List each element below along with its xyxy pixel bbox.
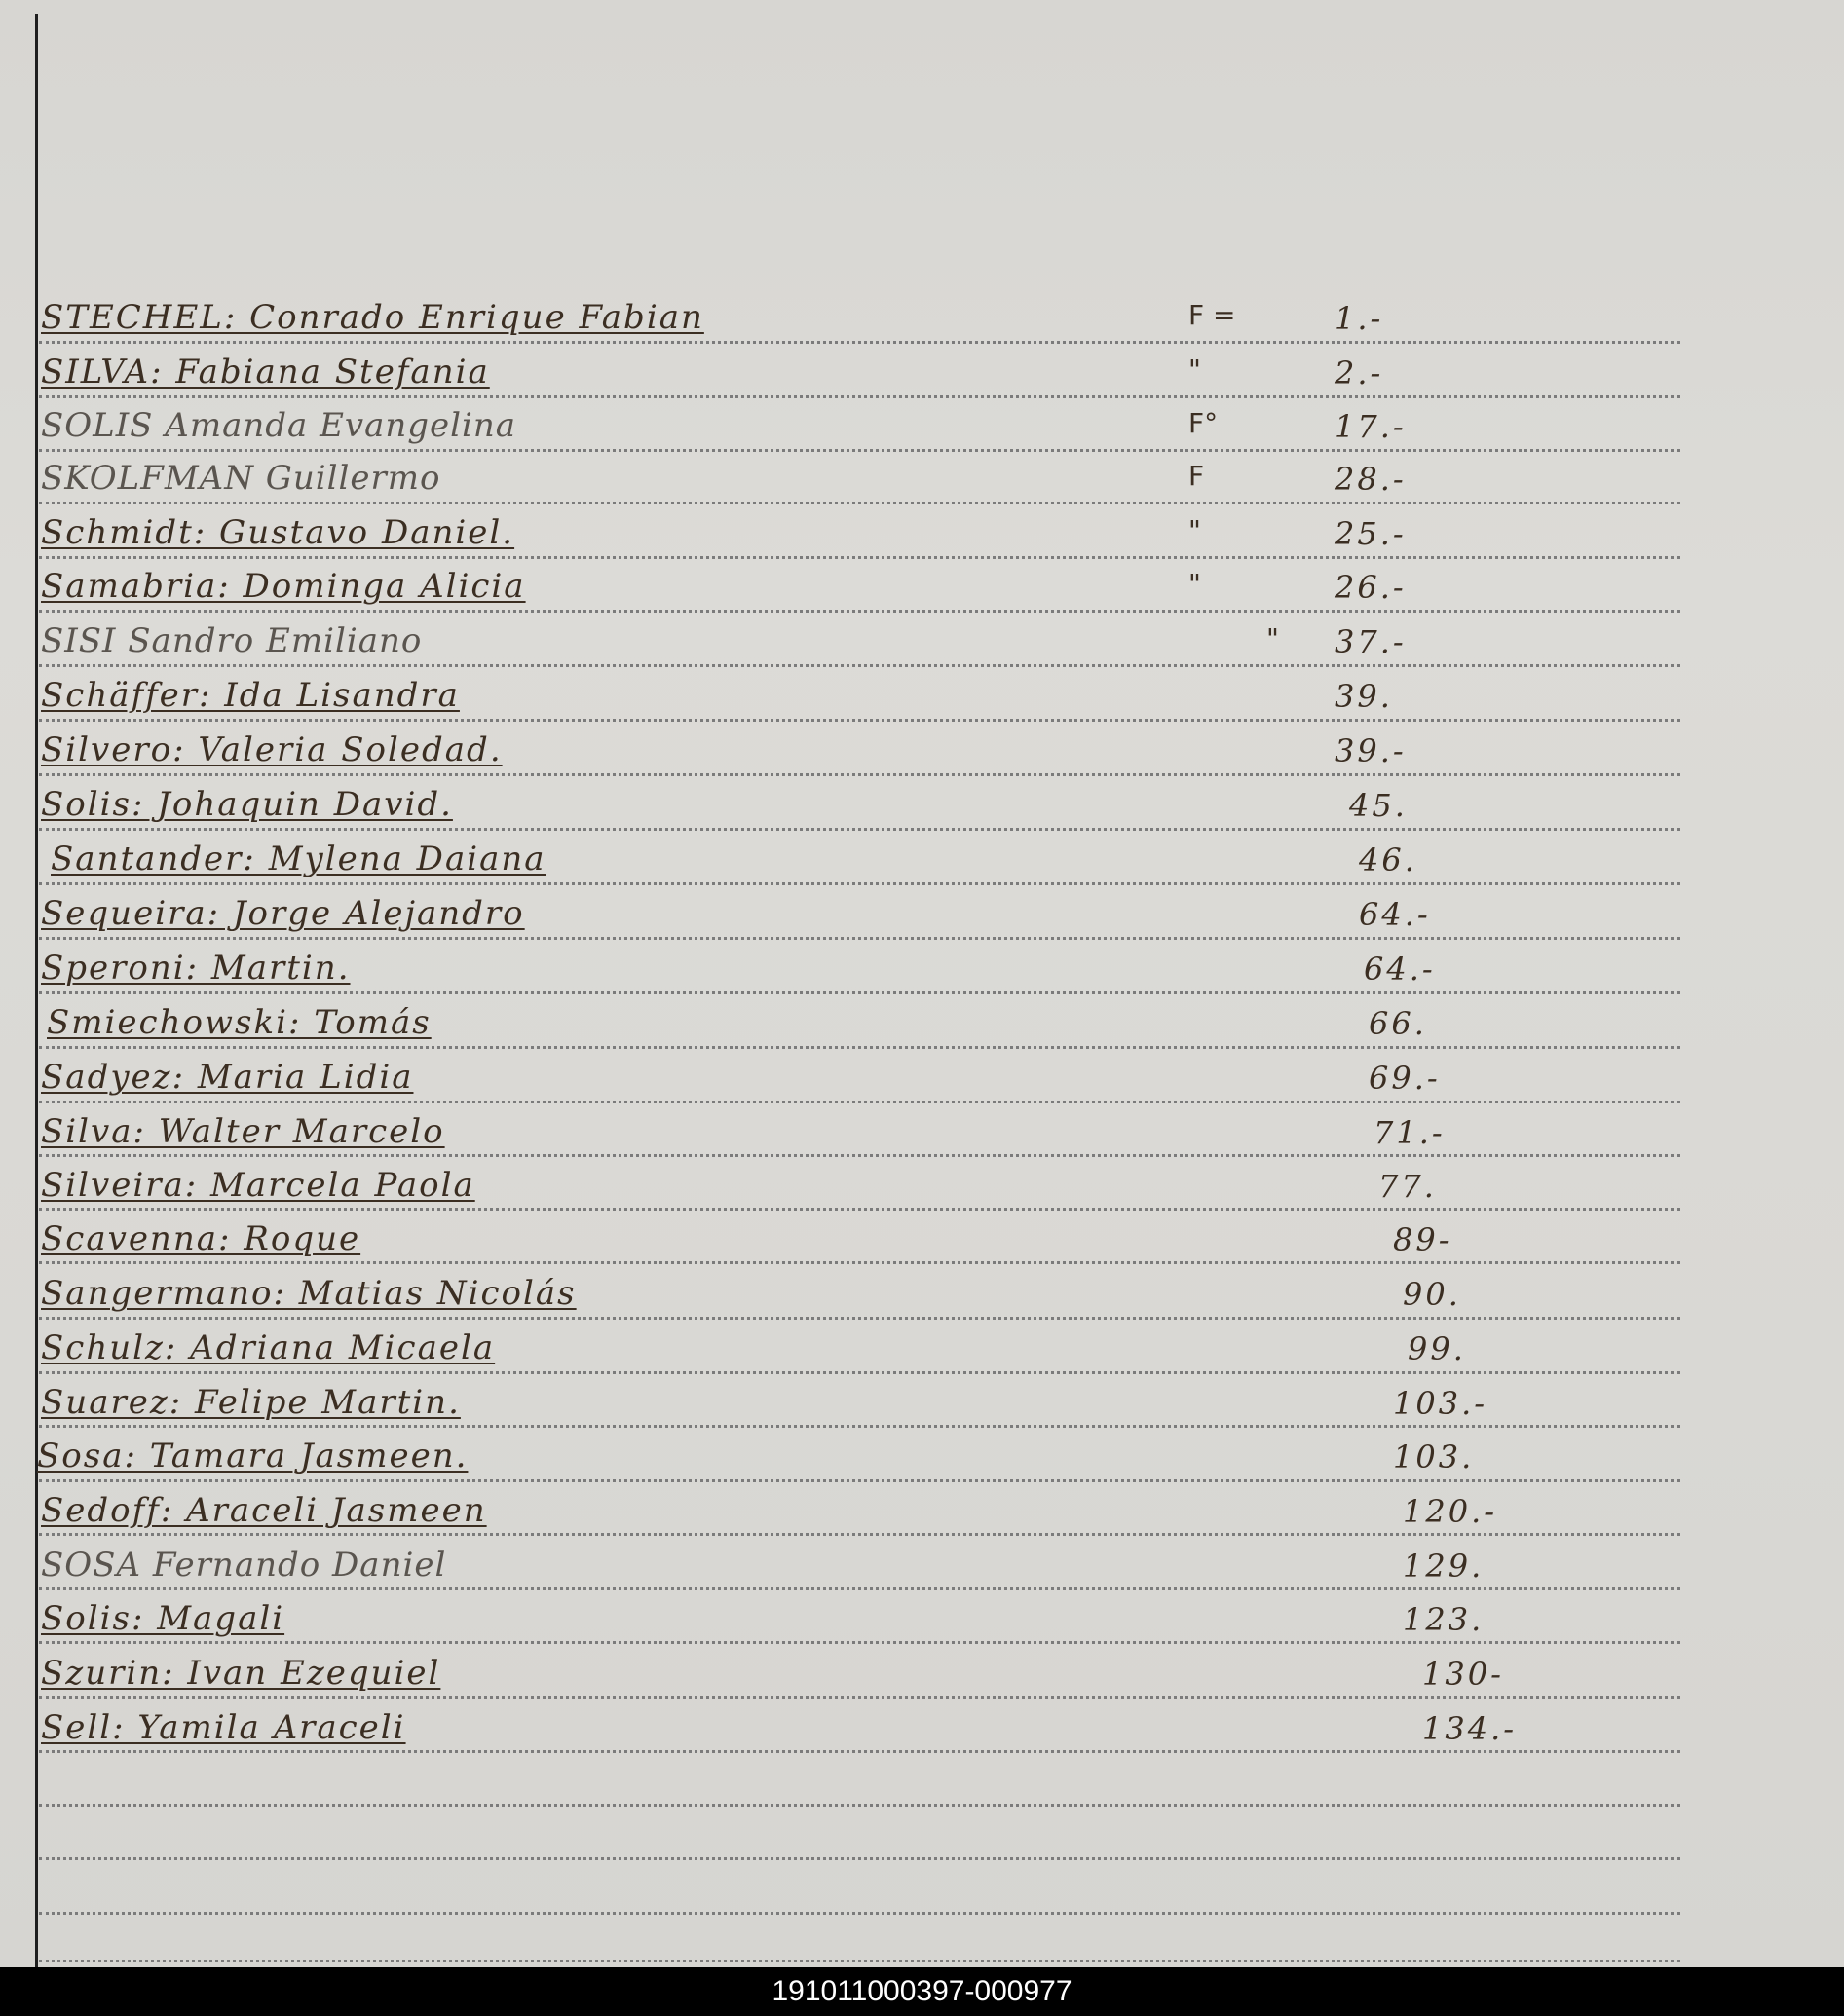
ruled-line (39, 1960, 1680, 1962)
entry-mark: " (1188, 354, 1201, 386)
entry-name: Scavenna: Roque (41, 1219, 361, 1258)
list-item (0, 1697, 1844, 1751)
entry-number: 2.- (1335, 355, 1384, 392)
entry-name: Suarez: Felipe Martin. (41, 1383, 461, 1422)
entry-name: SOSA Fernando Daniel (41, 1546, 447, 1585)
list-item (0, 1479, 1844, 1534)
entry-name: Silveira: Marcela Paola (41, 1166, 475, 1205)
entry-name: SISI Sandro Emiliano (41, 621, 423, 660)
list-item (0, 882, 1844, 937)
entry-name: SILVA: Fabiana Stefania (41, 353, 490, 392)
list-item (0, 664, 1844, 719)
entry-number: 103. (1393, 1438, 1475, 1475)
entry-name: Solis: Magali (41, 1599, 285, 1638)
entry-name: Sequeira: Jorge Alejandro (41, 894, 525, 933)
list-item (0, 341, 1844, 395)
list-item (0, 555, 1844, 610)
entry-number: 28.- (1335, 461, 1407, 498)
entry-number: 37.- (1335, 623, 1407, 660)
entry-number: 66. (1369, 1005, 1427, 1042)
list-item (0, 1642, 1844, 1697)
list-item (0, 394, 1844, 449)
list-item (0, 1317, 1844, 1371)
ruled-line (39, 1912, 1680, 1915)
entry-name: Schulz: Adriana Micaela (41, 1328, 496, 1367)
entry-mark: " (1188, 514, 1201, 546)
list-item (0, 1046, 1844, 1101)
ruled-line (39, 1857, 1680, 1860)
entry-number: 1.- (1335, 300, 1384, 337)
entry-mark: " (1188, 568, 1201, 600)
entry-name: Smiechowski: Tomás (47, 1003, 432, 1042)
list-item (0, 719, 1844, 773)
entry-name: SKOLFMAN Guillermo (41, 459, 441, 498)
entry-number: 69.- (1369, 1060, 1441, 1097)
list-item (0, 447, 1844, 502)
list-item (0, 773, 1844, 828)
entry-name: Szurin: Ivan Ezequiel (41, 1654, 441, 1693)
entry-number: 25.- (1335, 515, 1407, 552)
list-item (0, 828, 1844, 882)
entry-mark: F (1188, 460, 1205, 492)
entry-number: 134.- (1422, 1710, 1518, 1747)
entry-mark: " (1266, 622, 1279, 654)
entry-number: 17.- (1335, 408, 1407, 445)
entry-name: Speroni: Martin. (41, 949, 351, 988)
entry-number: 103.- (1393, 1385, 1488, 1422)
entry-name: Sell: Yamila Araceli (41, 1708, 406, 1747)
entry-number: 46. (1359, 841, 1417, 878)
list-item (0, 610, 1844, 664)
entry-name: Silvero: Valeria Soledad. (41, 730, 503, 769)
entry-number: 129. (1403, 1548, 1485, 1585)
entry-name: Silva: Walter Marcelo (41, 1112, 445, 1151)
list-item (0, 1534, 1844, 1588)
list-item (0, 502, 1844, 556)
entry-number: 90. (1403, 1276, 1461, 1313)
entry-number: 77. (1378, 1168, 1437, 1205)
list-item (0, 1101, 1844, 1155)
ruled-line (39, 1804, 1680, 1807)
entry-name: Solis: Johaquin David. (41, 785, 453, 824)
entry-number: 39.- (1335, 732, 1407, 769)
entry-number: 130- (1422, 1656, 1504, 1693)
entry-number: 64.- (1364, 951, 1436, 988)
document-id-footer: 191011000397-000977 (0, 1967, 1844, 2016)
entry-number: 123. (1403, 1601, 1485, 1638)
entry-name: Sangermano: Matias Nicolás (41, 1274, 577, 1313)
entry-number: 45. (1349, 787, 1408, 824)
entry-name: Santander: Mylena Daiana (51, 840, 546, 878)
entry-name: Sedoff: Araceli Jasmeen (41, 1491, 487, 1530)
entry-number: 89- (1393, 1221, 1452, 1258)
list-item (0, 937, 1844, 991)
entry-name: SOLIS Amanda Evangelina (41, 406, 517, 445)
entry-mark: F = (1188, 299, 1236, 331)
entry-name: Sosa: Tamara Jasmeen. (37, 1437, 469, 1475)
entry-name: Schmidt: Gustavo Daniel. (41, 513, 515, 552)
entry-mark: F° (1188, 407, 1219, 439)
list-item (0, 1154, 1844, 1209)
list-item (0, 1262, 1844, 1317)
entry-number: 26.- (1335, 569, 1407, 606)
list-item (0, 1425, 1844, 1479)
entry-number: 39. (1335, 678, 1393, 715)
entry-name: Samabria: Dominga Alicia (41, 567, 526, 606)
list-item (0, 1371, 1844, 1426)
entry-name: STECHEL: Conrado Enrique Fabian (41, 298, 704, 337)
entry-number: 120.- (1403, 1493, 1498, 1530)
list-item (0, 1587, 1844, 1642)
entry-number: 64.- (1359, 896, 1431, 933)
entry-number: 71.- (1374, 1114, 1446, 1151)
list-item (0, 286, 1844, 341)
list-item (0, 991, 1844, 1046)
list-item (0, 1208, 1844, 1262)
entry-name: Schäffer: Ida Lisandra (41, 676, 460, 715)
entry-number: 99. (1408, 1330, 1466, 1367)
entry-name: Sadyez: Maria Lidia (41, 1058, 414, 1097)
